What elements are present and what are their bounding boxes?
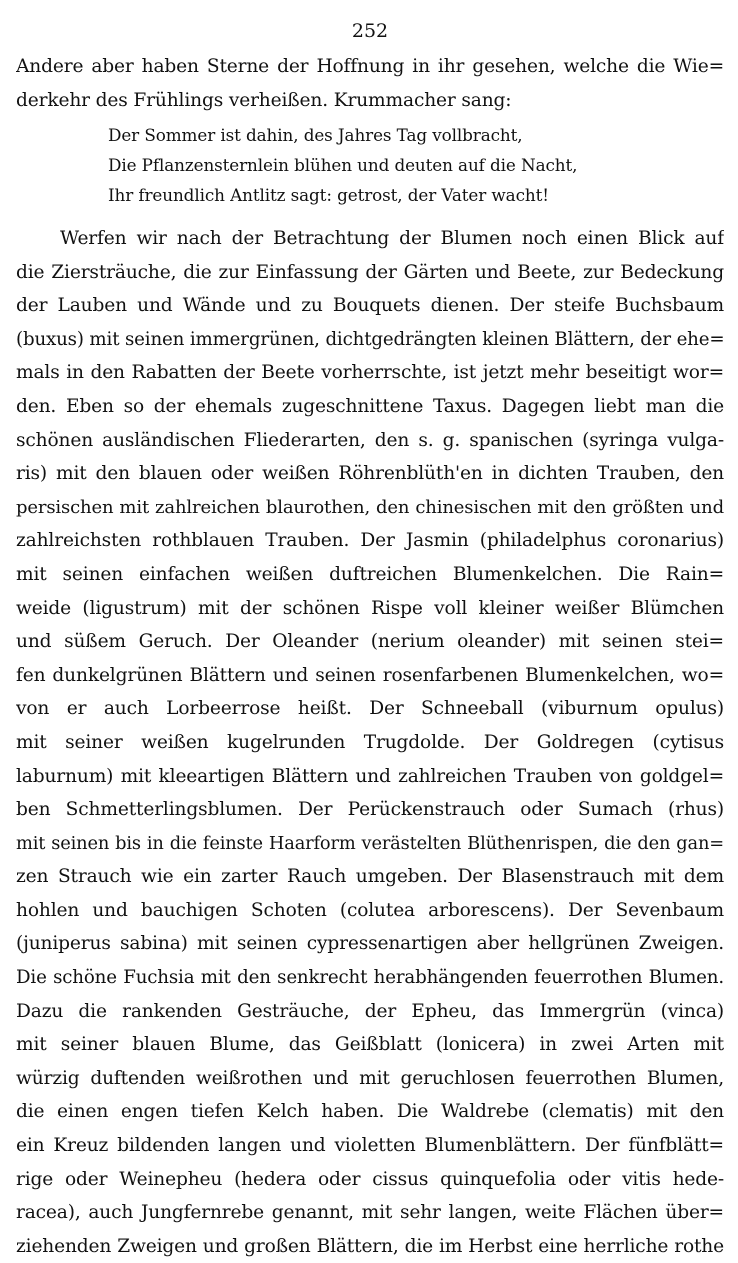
page-number: 252 [351,20,389,42]
text-line: persischen mit zahlreichen blaurothen, den chinesischen mit den größten und [16,496,724,518]
text-line: Dazu die rankenden Gesträuche, der Epheu, das Immergrün (vinca) [16,1000,724,1022]
text-line: mals in den Rabatten der Beete vorherrschte, ist jetzt mehr beseitigt wor= [16,362,724,384]
text-line: der Lauben und Wände und zu Bouquets dienen. Der steife Buchsbaum [16,295,724,317]
text-line: laburnum) mit kleeartigen Blättern und zahlreichen Trauben von goldgel= [16,765,724,787]
text-line: Werfen wir nach der Betrachtung der Blumen noch einen Blick auf [60,228,724,249]
text-line: racea), auch Jungfernrebe genannt, mit sehr langen, weite Flächen über= [16,1202,724,1224]
text-line: den. Eben so der ehemals zugeschnittene Taxus. Dagegen liebt man die [16,395,724,417]
page-text [16,50,724,1263]
text-line: und süßem Geruch. Der Oleander (nerium oleander) mit seinen stei= [16,631,724,653]
verse-line: Die Pflanzensternlein blühen und deuten auf die Nacht, [108,155,578,175]
text-line: fen dunkelgrünen Blättern und seinen rosenfarbenen Blumenkelchen, wo= [16,664,724,686]
text-line: die Ziersträuche, die zur Einfassung der Gärten und Beete, zur Bedeckung [16,261,724,283]
text-line: schönen ausländischen Fliederarten, den s. g. spanischen (syringa vulga- [16,429,724,451]
text-line: ziehenden Zweigen und großen Blättern, die im Herbst eine herrliche rothe [16,1235,724,1257]
text-line: Die schöne Fuchsia mit den senkrecht herabhängenden feuerrothen Blumen. [16,967,724,989]
text-line: Andere aber haben Sterne der Hoffnung in ihr gesehen, welche die Wie= [16,56,724,77]
verse-line: Der Sommer ist dahin, des Jahres Tag vollbracht, [108,125,523,145]
text-line: mit seinen bis in die feinste Haarform verästelten Blüthenrispen, die den gan= [16,832,724,854]
verse-line: Ihr freundlich Antlitz sagt: getrost, der Vater wacht! [108,185,549,205]
text-line: ben Schmetterlingsblumen. Der Perückenstrauch oder Sumach (rhus) [16,799,724,821]
text-line: von er auch Lorbeerrose heißt. Der Schneeball (viburnum opulus) [16,698,724,720]
text-line: (juniperus sabina) mit seinen cypressenartigen aber hellgrünen Zweigen. [16,933,724,955]
text-line: ein Kreuz bildenden langen und violetten Blumenblättern. Der fünfblätt= [16,1135,724,1157]
text-line: die einen engen tiefen Kelch haben. Die Waldrebe (clematis) mit den [16,1101,724,1123]
text-line: mit seiner blauen Blume, das Geißblatt (lonicera) in zwei Arten mit [16,1034,724,1056]
text-line: hohlen und bauchigen Schoten (colutea arborescens). Der Sevenbaum [16,899,724,921]
text-line: mit seiner weißen kugelrunden Trugdolde. Der Goldregen (cytisus [16,731,724,753]
text-line: derkehr des Frühlings verheißen. Krummacher sang: [16,90,512,111]
text-line: mit seinen einfachen weißen duftreichen Blumenkelchen. Die Rain= [16,563,724,585]
text-line: rige oder Weinepheu (hedera oder cissus quinquefolia oder vitis hede- [16,1168,724,1190]
text-line: (buxus) mit seinen immergrünen, dichtgedrängten kleinen Blättern, der ehe= [16,328,724,350]
text-line: ris) mit den blauen oder weißen Röhrenblüth'en in dichten Trauben, den [16,463,724,485]
text-line: zen Strauch wie ein zarter Rauch umgeben. Der Blasenstrauch mit dem [16,866,724,888]
text-line: würzig duftenden weißrothen und mit geruchlosen feuerrothen Blumen, [16,1067,724,1089]
text-line: weide (ligustrum) mit der schönen Rispe voll kleiner weißer Blümchen [16,597,724,619]
text-line: zahlreichsten rothblauen Trauben. Der Jasmin (philadelphus coronarius) [16,530,724,552]
